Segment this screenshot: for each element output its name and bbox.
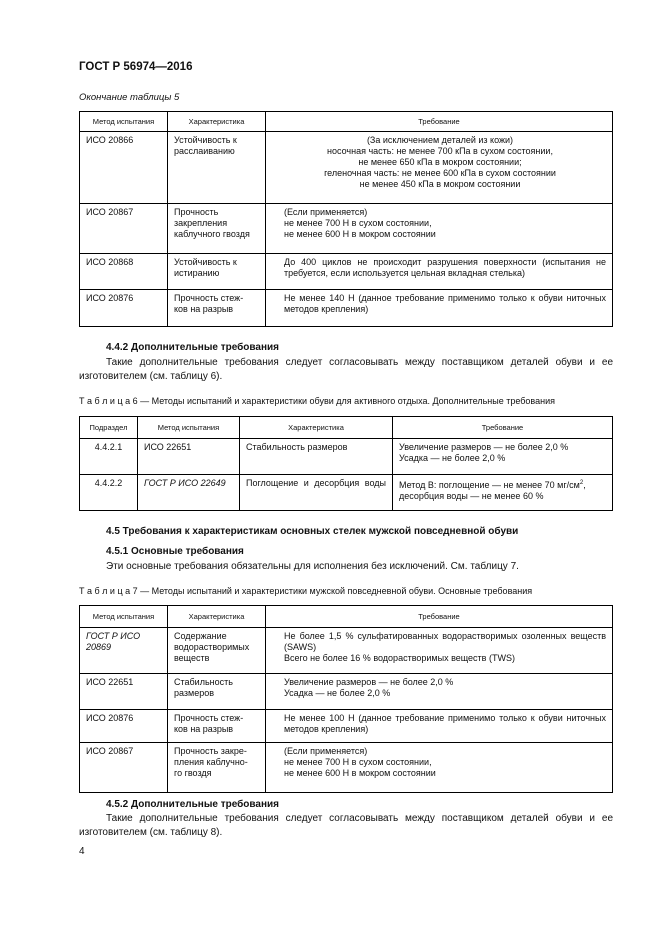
- table-row: [80, 674, 613, 710]
- subsection-cell: 4.4.2.2: [80, 475, 138, 511]
- column-header: Требование: [393, 417, 613, 439]
- requirement-cell: [393, 475, 613, 511]
- requirement-cell: Не менее 100 Н (данное требование применимо только к обуви ниточных методов крепления): [266, 710, 613, 743]
- document-header: ГОСТ Р 56974—2016: [79, 61, 193, 73]
- column-header: Характеристика: [168, 112, 266, 132]
- table-7: [79, 605, 613, 793]
- requirement-cell: Не менее 140 Н (данное требование применимо только к обуви ниточных методов крепления): [266, 290, 613, 327]
- requirement-cell: Увеличение размеров — не более 2,0 % Усадка — не более 2,0 %: [393, 439, 613, 475]
- table-row: [80, 710, 613, 743]
- table-6-caption: Т а б л и ц а 6 — Методы испытаний и характеристики обуви для активного отдыха. Дополнительные требования: [79, 396, 555, 406]
- column-header: Требование: [266, 112, 613, 132]
- method-cell: ИСО 20867: [80, 204, 168, 254]
- column-header: Подраздел: [80, 417, 138, 439]
- characteristic-cell: Прочность закре- пления каблучно- го гвоздя: [168, 743, 266, 793]
- table-row: [80, 439, 613, 475]
- method-cell: ГОСТ Р ИСО 22649: [138, 475, 240, 511]
- column-header: Метод испытания: [138, 417, 240, 439]
- table-header-row: [80, 417, 613, 439]
- section-4-5-2-text: Такие дополнительные требования следует согласовывать между поставщиком деталей обуви и ее изготовителем (см. таблицу 8).: [79, 813, 613, 838]
- characteristic-cell: Прочность закрепления каблучного гвоздя: [168, 204, 266, 254]
- requirement-cell: Увеличение размеров — не более 2,0 % Усадка — не более 2,0 %: [266, 674, 613, 710]
- characteristic-cell: Содержание водорастворимых веществ: [168, 628, 266, 674]
- section-4-5-1-title: 4.5.1 Основные требования: [106, 546, 244, 557]
- superscript: 2: [579, 480, 584, 486]
- requirement-cell: Не более 1,5 % сульфатированных водорастворимых озоленных веществ (SAWS) Всего не более 16 % водорастворимых веществ (TWS): [266, 628, 613, 674]
- characteristic-cell: Поглощение и десорбция воды: [240, 475, 393, 511]
- method-cell: ИСО 20876: [80, 290, 168, 327]
- column-header: Требование: [266, 606, 613, 628]
- requirement-text: Метод В: поглощение — не менее 70 мг/см: [399, 480, 580, 490]
- section-4-4-2-title: 4.4.2 Дополнительные требования: [106, 342, 280, 353]
- method-cell: ИСО 20866: [80, 132, 168, 204]
- section-4-5-2-title: 4.5.2 Дополнительные требования: [106, 799, 280, 810]
- column-header: Метод испытания: [80, 606, 168, 628]
- characteristic-cell: Стабильность размеров: [168, 674, 266, 710]
- subsection-cell: 4.4.2.1: [80, 439, 138, 475]
- method-cell: ИСО 20867: [80, 743, 168, 793]
- characteristic-cell: Устойчивость к истиранию: [168, 254, 266, 290]
- table-5: [79, 111, 613, 327]
- table-continuation-label: Окончание таблицы 5: [79, 92, 180, 103]
- requirement-text: , десорбция воды — не менее 60 %: [399, 480, 586, 501]
- characteristic-cell: Устойчивость к расслаиванию: [168, 132, 266, 204]
- table-row: [80, 204, 613, 254]
- page-number: 4: [79, 846, 85, 857]
- method-cell: ГОСТ Р ИСО 20869: [80, 628, 168, 674]
- table-row: [80, 475, 613, 511]
- section-4-4-2-text: Такие дополнительные требования следует согласовывать между поставщиком деталей обуви и ее изготовителем (см. таблицу 6).: [79, 357, 613, 382]
- method-cell: ИСО 20876: [80, 710, 168, 743]
- characteristic-cell: Прочность стеж- ков на разрыв: [168, 290, 266, 327]
- method-cell: ИСО 22651: [138, 439, 240, 475]
- characteristic-cell: Стабильность размеров: [240, 439, 393, 475]
- method-cell: ИСО 22651: [80, 674, 168, 710]
- table-row: [80, 254, 613, 290]
- requirement-cell: До 400 циклов не происходит разрушения поверхности (испытания не требуется, если используется цельная вкладная стелька): [266, 254, 613, 290]
- table-7-caption: Т а б л и ц а 7 — Методы испытаний и характеристики мужской повседневной обуви. Основные требования: [79, 586, 533, 596]
- table-row: [80, 628, 613, 674]
- requirement-cell: (За исключением деталей из кожи) носочная часть: не менее 700 кПа в сухом состоянии, не менее 650 кПа в мокром состоянии; геленочная часть: не менее 600 кПа в сухом состоянии не менее 450 кПа в мокром состоянии: [266, 132, 613, 204]
- table-header-row: [80, 112, 613, 132]
- table-header-row: [80, 606, 613, 628]
- requirement-cell: (Если применяется) не менее 700 Н в сухом состоянии, не менее 600 Н в мокром состоянии: [266, 204, 613, 254]
- section-4-5-title: 4.5 Требования к характеристикам основных стелек мужской повседневной обуви: [106, 526, 519, 537]
- characteristic-cell: Прочность стеж- ков на разрыв: [168, 710, 266, 743]
- table-row: [80, 290, 613, 327]
- column-header: Характеристика: [168, 606, 266, 628]
- method-cell: ИСО 20868: [80, 254, 168, 290]
- column-header: Характеристика: [240, 417, 393, 439]
- column-header: Метод испытания: [80, 112, 168, 132]
- requirement-cell: (Если применяется) не менее 700 Н в сухом состоянии, не менее 600 Н в мокром состоянии: [266, 743, 613, 793]
- section-4-5-1-text: Эти основные требования обязательны для исполнения без исключений. См. таблицу 7.: [106, 561, 519, 572]
- table-6: [79, 416, 613, 511]
- table-row: [80, 132, 613, 204]
- table-row: [80, 743, 613, 793]
